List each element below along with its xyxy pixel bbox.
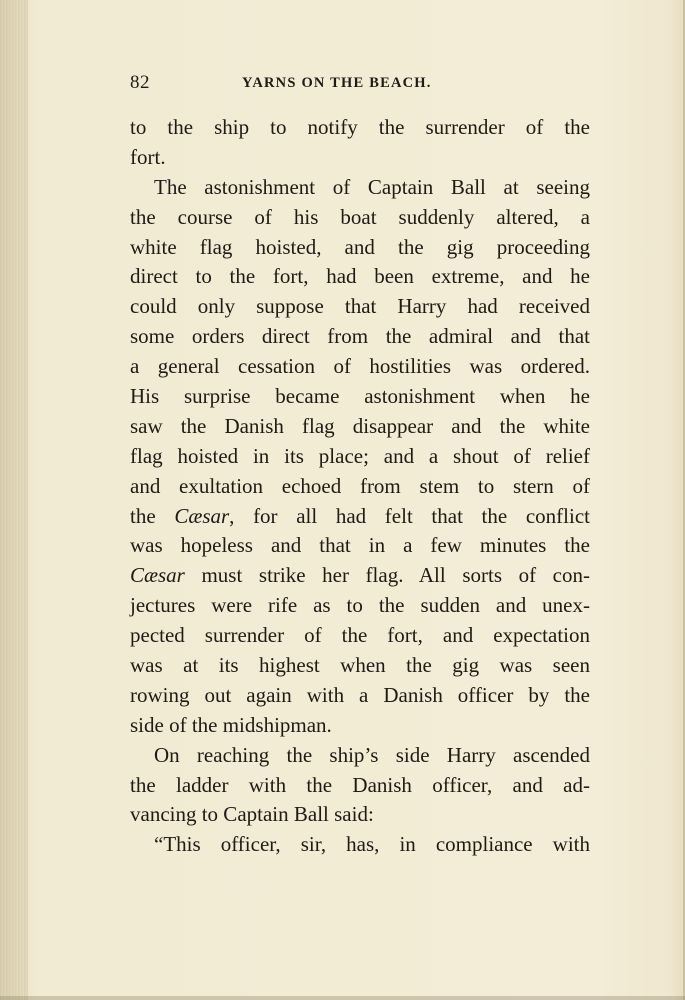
text-segment: flag hoisted in its place; and a shout of relief: [130, 443, 590, 468]
text-line: [130, 442, 590, 472]
text-segment: His surprise became astonishment when he: [130, 384, 590, 409]
text-segment: the ladder with the Danish officer, and ad-: [130, 772, 590, 797]
italic-ship-name: Cæsar: [130, 563, 185, 588]
text-line: [130, 262, 590, 292]
text-line: [130, 322, 590, 352]
text-segment: was at its highest when the gig was seen: [130, 653, 590, 678]
text-line: [130, 203, 590, 233]
text-line: [130, 591, 590, 621]
text-line: [130, 233, 590, 263]
text-line: [130, 800, 590, 830]
text-segment: some orders direct from the admiral and that: [130, 324, 590, 349]
text-line: [130, 352, 590, 382]
text-segment: direct to the fort, had been extreme, and he: [130, 264, 590, 289]
text-line: [130, 472, 590, 502]
page-gutter: [0, 0, 28, 1000]
text-segment: On reaching the ship’s side Harry ascended: [154, 742, 590, 767]
text-segment: side of the midshipman.: [130, 712, 332, 737]
text-segment: The astonishment of Captain Ball at seeing: [154, 174, 590, 199]
text-segment: to the ship to notify the surrender of the: [130, 115, 590, 139]
text-line: [130, 711, 590, 741]
italic-ship-name: Cæsar: [174, 503, 230, 528]
text-line: [130, 681, 590, 711]
text-segment: the course of his boat suddenly altered, a: [130, 204, 590, 229]
text-line: [130, 113, 590, 143]
page-number: 82: [130, 72, 150, 93]
text-line: [130, 561, 590, 591]
text-line: [130, 382, 590, 412]
text-segment: white flag hoisted, and the gig proceeding: [130, 234, 590, 259]
text-line: [130, 502, 590, 532]
text-line: [130, 621, 590, 651]
text-line: [130, 531, 590, 561]
text-segment: the: [130, 503, 175, 528]
text-segment: , for all had felt that the conflict: [229, 503, 590, 528]
page-bottom-edge: [0, 996, 685, 1000]
text-line: [130, 292, 590, 322]
text-line: [130, 173, 590, 203]
text-segment: pected surrender of the fort, and expectation: [130, 623, 590, 648]
text-segment: jectures were rife as to the sudden and unex-: [130, 593, 590, 618]
text-line: [130, 651, 590, 681]
text-line: [130, 412, 590, 442]
running-head: YARNS ON THE BEACH.: [242, 75, 432, 91]
text-line: [130, 143, 590, 173]
text-segment: could only suppose that Harry had received: [130, 294, 590, 319]
text-segment: vancing to Captain Ball said:: [130, 802, 374, 827]
text-line: [130, 771, 590, 801]
text-segment: and exultation echoed from stem to stern of: [130, 473, 590, 498]
text-line: [130, 741, 590, 771]
text-segment: “This officer, sir, has, in compliance with: [154, 832, 590, 857]
text-segment: was hopeless and that in a few minutes the: [130, 533, 590, 558]
text-line: [130, 830, 590, 860]
text-segment: saw the Danish flag disappear and the white: [130, 413, 590, 438]
text-segment: rowing out again with a Danish officer by the: [130, 682, 590, 707]
text-segment: a general cessation of hostilities was ordered.: [130, 354, 590, 379]
text-segment: must strike her flag. All sorts of con-: [184, 563, 590, 588]
page-header: [130, 72, 590, 96]
text-segment: fort.: [130, 144, 166, 169]
body-text: [130, 113, 590, 860]
